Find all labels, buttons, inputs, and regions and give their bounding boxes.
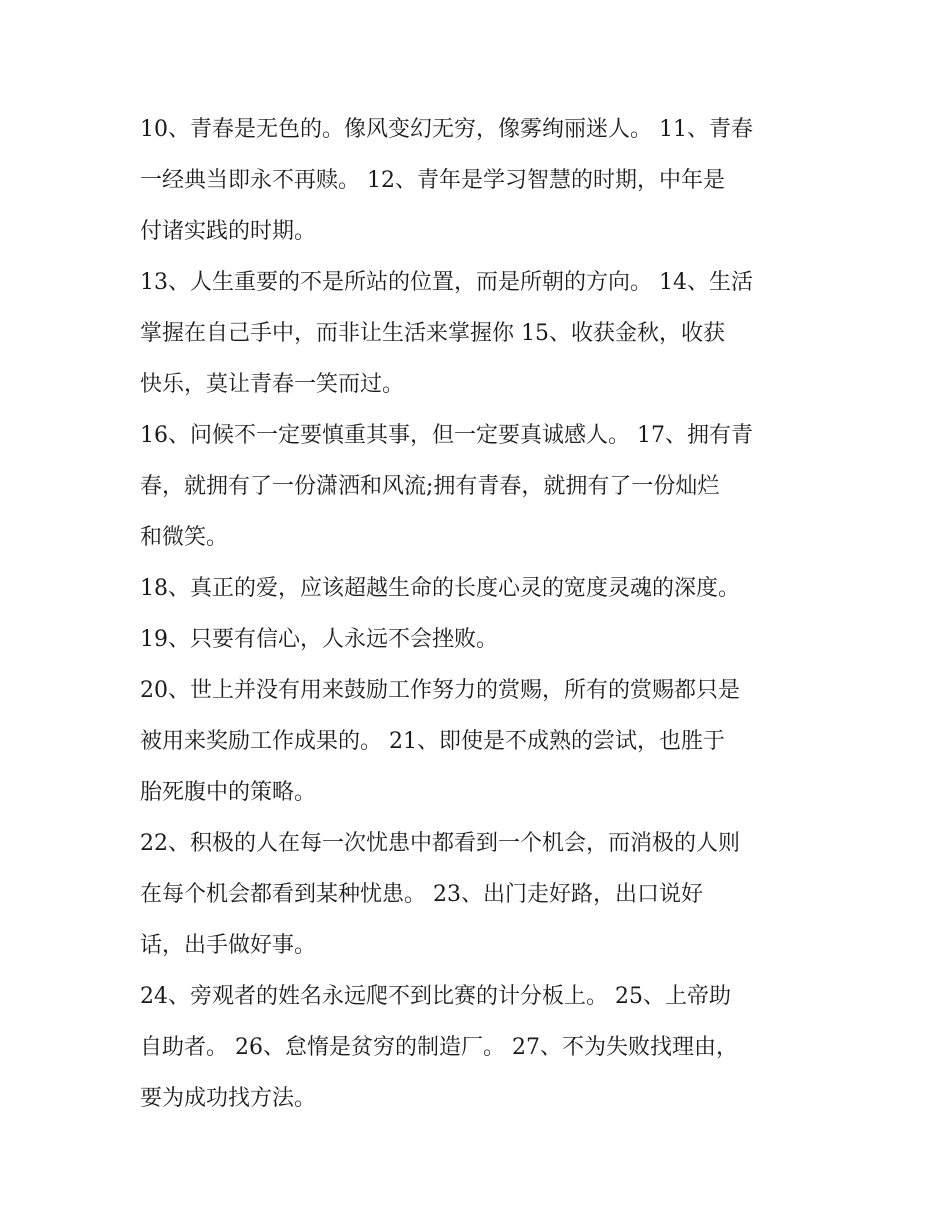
text-line: 20、世上并没有用来鼓励工作努力的赏赐，所有的赏赐都只是 [140, 678, 740, 703]
text-line: 自助者。 26、怠惰是贫穷的制造厂。 27、不为失败找理由， [140, 1035, 738, 1060]
text-line: 在每个机会都看到某种忧患。 23、出门走好路，出口说好 [140, 882, 703, 907]
text-line: 要为成功找方法。 [140, 1086, 317, 1111]
paragraph [140, 104, 820, 257]
text-line: 13、人生重要的不是所站的位置，而是所朝的方向。 14、生活 [140, 270, 753, 295]
paragraph [140, 665, 820, 818]
text-line: 春，就拥有了一份潇洒和风流;拥有青春，就拥有了一份灿烂 [140, 474, 720, 499]
paragraph [140, 563, 820, 614]
text-line: 16、问候不一定要慎重其事，但一定要真诚感人。 17、拥有青 [140, 423, 753, 448]
text-line: 22、积极的人在每一次忧患中都看到一个机会，而消极的人则 [140, 831, 740, 856]
text-line: 一经典当即永不再赎。 12、青年是学习智慧的时期，中年是 [140, 168, 725, 193]
text-line: 胎死腹中的策略。 [140, 780, 317, 805]
text-line: 和微笑。 [140, 525, 229, 550]
text-line: 被用来奖励工作成果的。 21、即使是不成熟的尝试，也胜于 [140, 729, 725, 754]
paragraph [140, 410, 820, 563]
paragraph [140, 257, 820, 410]
paragraph [140, 971, 820, 1124]
text-line: 掌握在自己手中，而非让生活来掌握你 15、收获金秋，收获 [140, 321, 725, 346]
text-line: 快乐，莫让青春一笑而过。 [140, 372, 405, 397]
paragraph [140, 614, 820, 665]
text-line: 24、旁观者的姓名永远爬不到比赛的计分板上。 25、上帝助 [140, 984, 731, 1009]
text-line: 18、真正的爱，应该超越生命的长度心灵的宽度灵魂的深度。 [140, 576, 740, 601]
text-line: 10、青春是无色的。像风变幻无穷，像雾绚丽迷人。 11、青春 [140, 117, 753, 142]
paragraph [140, 818, 820, 971]
text-line: 付诸实践的时期。 [140, 219, 317, 244]
text-line: 19、只要有信心，人永远不会挫败。 [140, 627, 498, 652]
document-body [140, 104, 820, 1124]
text-line: 话，出手做好事。 [140, 933, 317, 958]
